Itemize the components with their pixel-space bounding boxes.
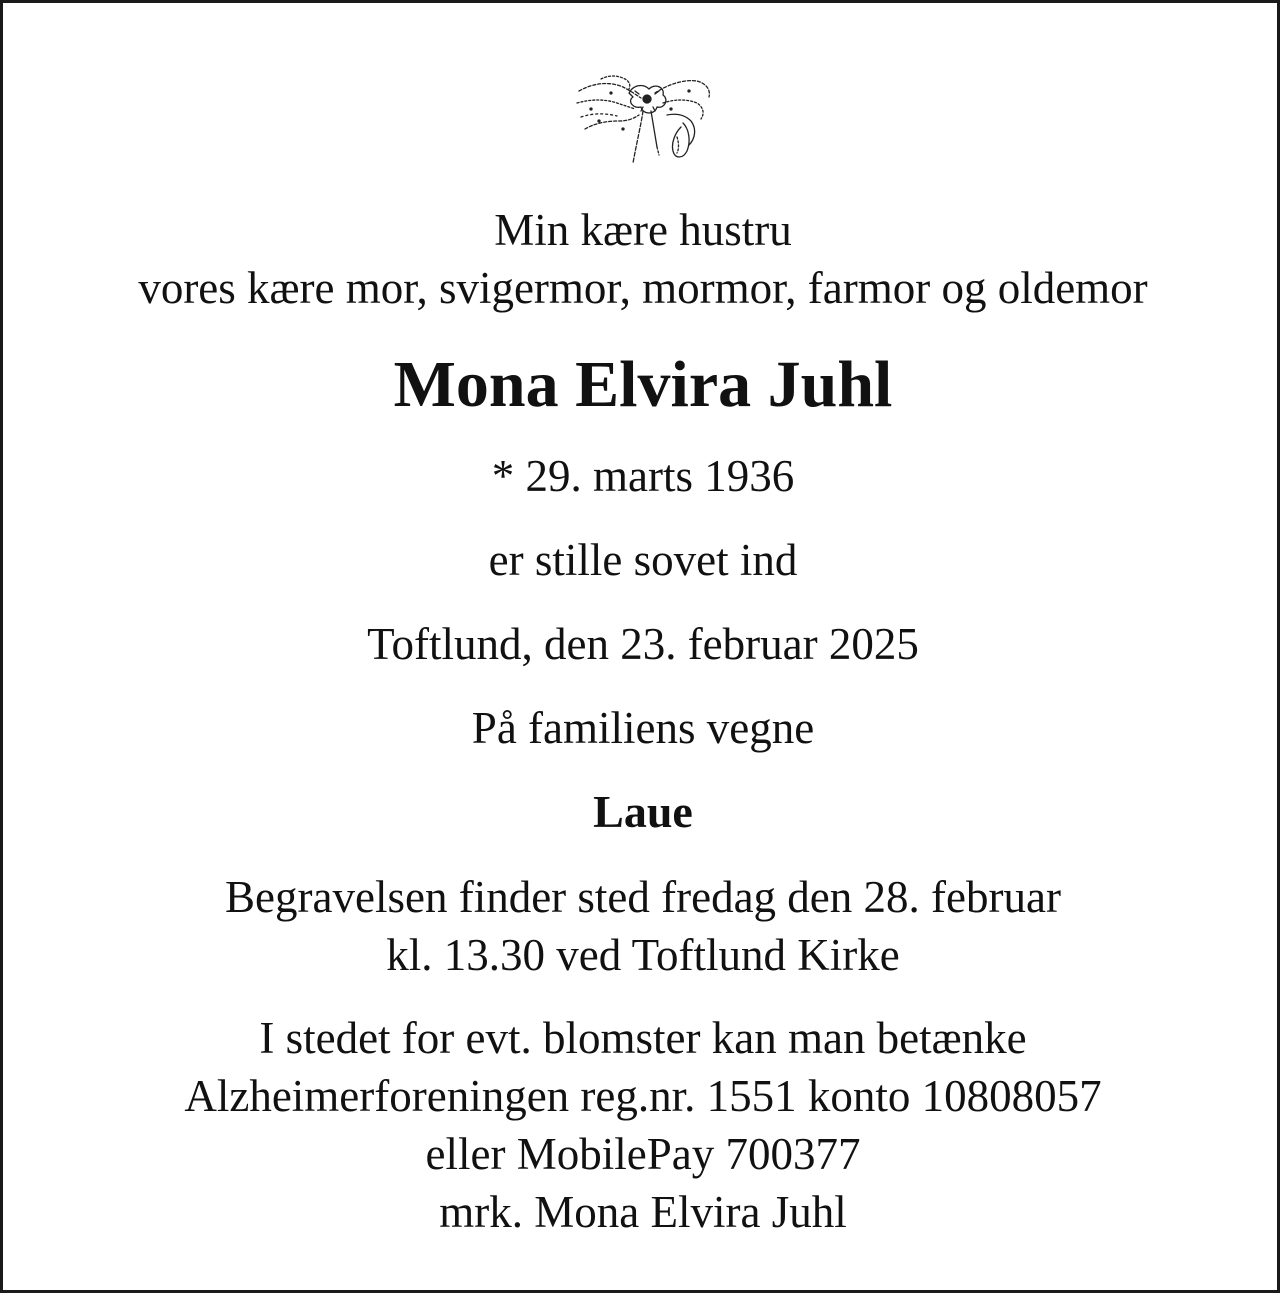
deceased-name: Mona Elvira Juhl	[393, 348, 893, 421]
donation-line-1: I stedet for evt. blomster kan man betænke	[259, 1013, 1027, 1063]
intro-line-1: Min kære hustru	[494, 205, 792, 255]
birth-date: * 29. marts 1936	[491, 451, 795, 501]
on-behalf-text: På familiens vegne	[471, 703, 815, 753]
funeral-info	[3, 868, 1280, 984]
donation-line-3: eller MobilePay 700377	[425, 1129, 861, 1179]
place-and-date: Toftlund, den 23. februar 2025	[367, 619, 919, 669]
donation-line-2: Alzheimerforeningen reg.nr. 1551 konto 10808057	[184, 1071, 1102, 1121]
hands-holding-flower-icon	[571, 63, 721, 175]
passing-text: er stille sovet ind	[488, 535, 798, 585]
signature: Laue	[593, 786, 693, 837]
funeral-line-2: kl. 13.30 ved Toftlund Kirke	[386, 930, 900, 980]
intro-line-2: vores kære mor, svigermor, mormor, farmor og oldemor	[138, 263, 1148, 313]
intro-text	[3, 201, 1280, 317]
donation-line-4: mrk. Mona Elvira Juhl	[439, 1187, 847, 1237]
donation-info	[3, 1009, 1280, 1241]
funeral-line-1: Begravelsen finder sted fredag den 28. februar	[225, 872, 1061, 922]
